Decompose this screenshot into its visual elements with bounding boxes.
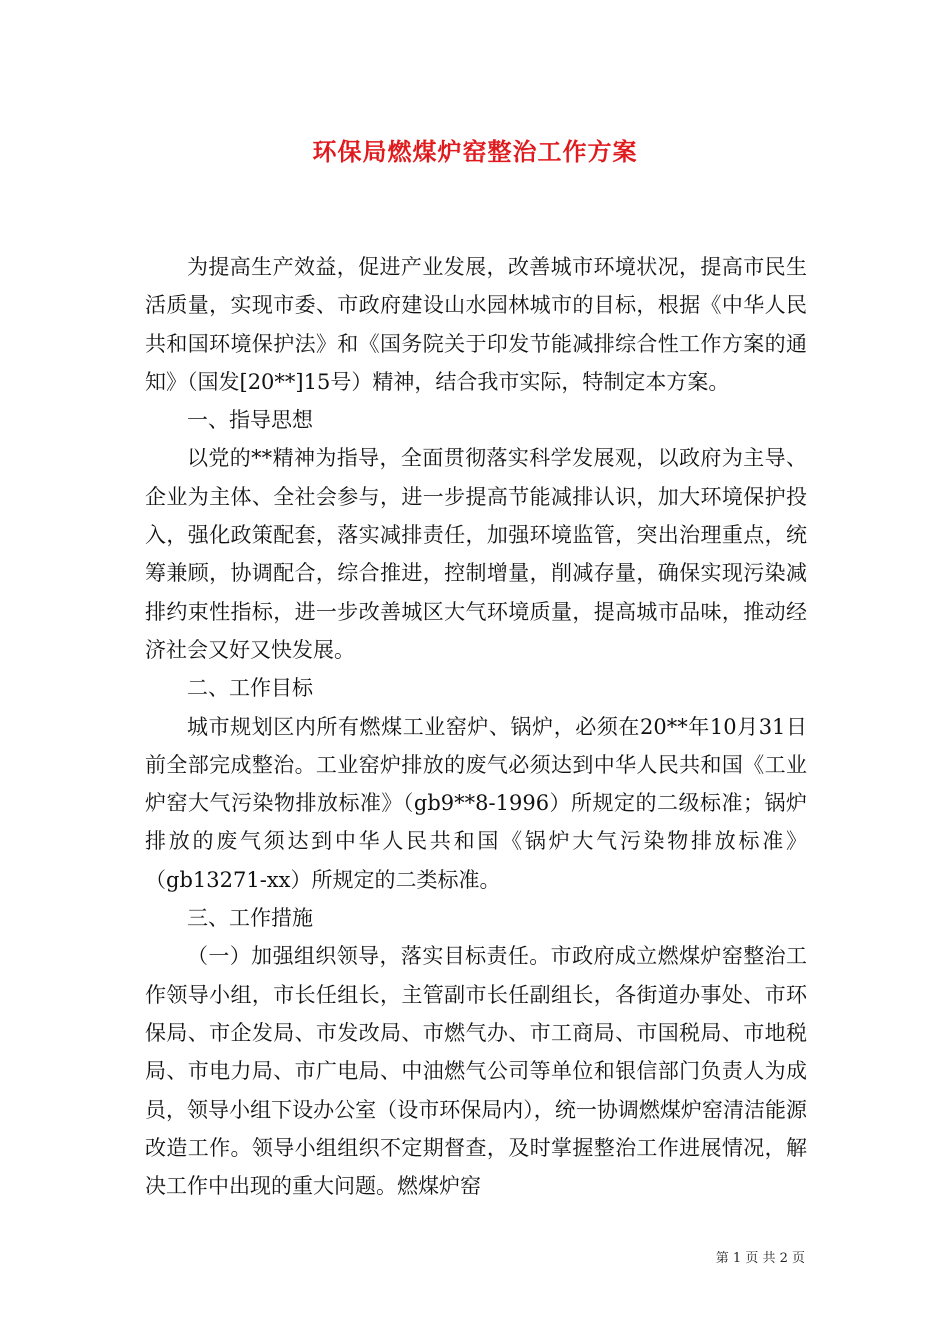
section-heading-work-goal: 二、工作目标	[187, 676, 313, 701]
work-goal-paragraph: 城市规划区内所有燃煤工业窑炉、锅炉，必须在20**年10月31日前全部完成整治。工业窑炉排放的废气必须达到中华人民共和国《工业炉窑大气污染物排放标准》（gb9**8-1996）所规定的二级标准；锅炉排放的废气须达到中华人民共和国《锅炉大气污染物排放标准》（gb13271-xx）所规定的二类标准。	[145, 714, 807, 892]
document-title: 环保局燃煤炉窑整治工作方案	[312, 137, 638, 166]
work-measures-paragraph: （一）加强组织领导，落实目标责任。市政府成立燃煤炉窑整治工作领导小组，市长任组长，主管副市长任副组长，各街道办事处、市环保局、市企发局、市发改局、市燃气办、市工商局、市国税局、市地税局、市电力局、市广电局、中油燃气公司等单位和银信部门负责人为成员，领导小组下设办公室（设市环保局内），统一协调燃煤炉窑清洁能源改造工作。领导小组组织不定期督查，及时掌握整治工作进展情况，解决工作中出现的重大问题。燃煤炉窑	[145, 944, 807, 1199]
document-body	[145, 248, 807, 1205]
section-heading-guiding-thought: 一、指导思想	[187, 408, 313, 433]
intro-paragraph: 为提高生产效益，促进产业发展，改善城市环境状况，提高市民生活质量，实现市委、市政府建设山水园林城市的目标，根据《中华人民共和国环境保护法》和《国务院关于印发节能减排综合性工作方案的通知》（国发[20**]15号）精神，结合我市实际，特制定本方案。	[145, 255, 807, 394]
page-number-footer: 第 1 页 共 2 页	[715, 1251, 805, 1266]
guiding-thought-paragraph: 以党的**精神为指导，全面贯彻落实科学发展观，以政府为主导、企业为主体、全社会参与，进一步提高节能减排认识，加大环境保护投入，强化政策配套，落实减排责任，加强环境监管，突出治理重点，统筹兼顾，协调配合，综合推进，控制增量，削减存量，确保实现污染减排约束性指标，进一步改善城区大气环境质量，提高城市品味，推动经济社会又好又快发展。	[145, 446, 807, 662]
section-heading-work-measures: 三、工作措施	[187, 906, 313, 931]
